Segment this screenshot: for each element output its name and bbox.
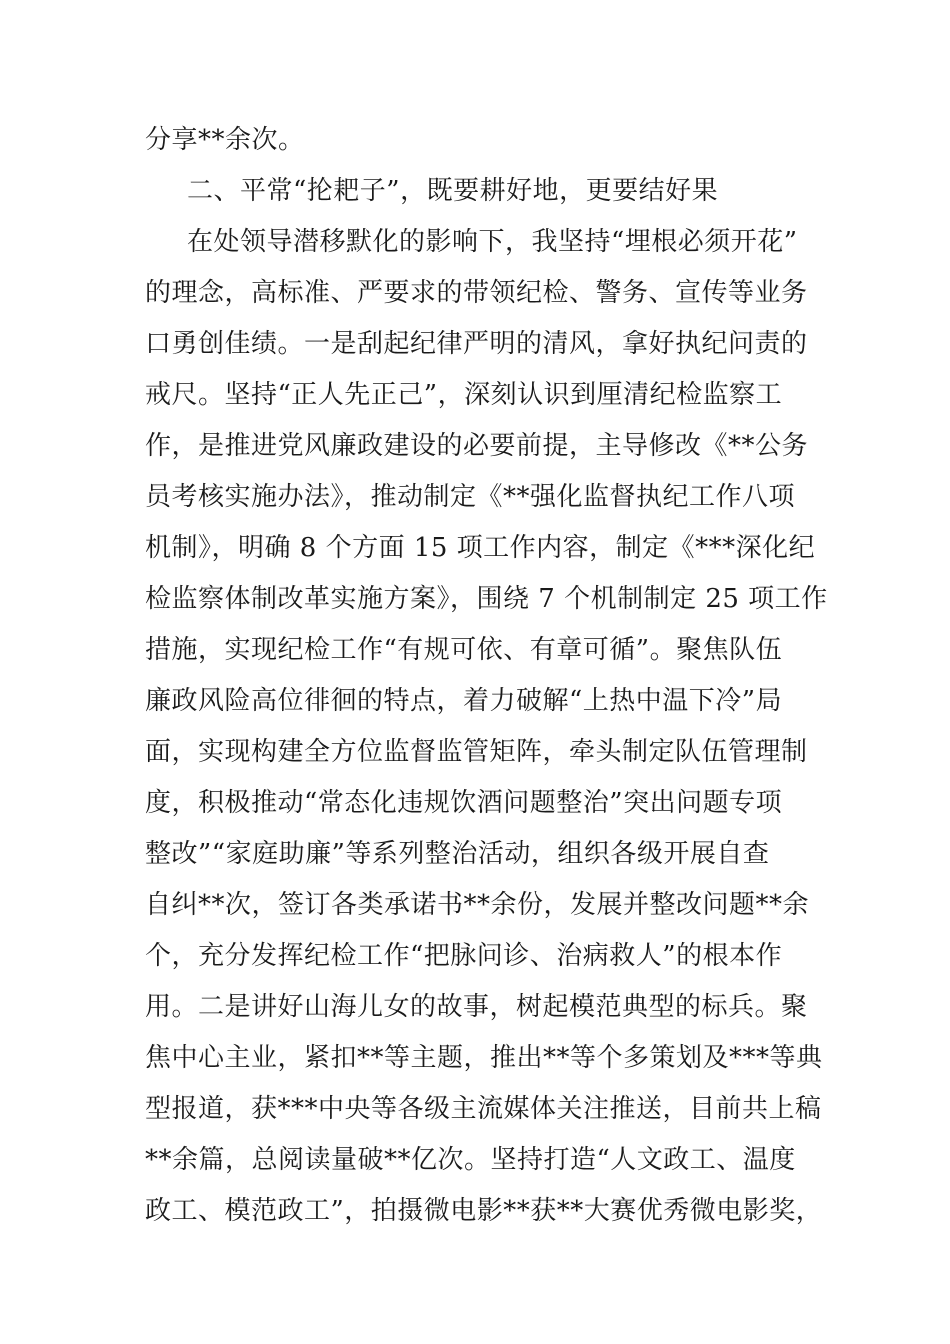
text-line: 分享**余次。	[145, 125, 305, 155]
text-line: 政工、模范政工”，拍摄微电影**获**大赛优秀微电影奖，	[145, 1196, 823, 1226]
text-line: 整改”“家庭助廉”等系列整治活动，组织各级开展自查	[145, 839, 770, 869]
text-line: **余篇，总阅读量破**亿次。坚持打造“人文政工、温度	[145, 1145, 796, 1175]
text-line: 口勇创佳绩。一是刮起纪律严明的清风，拿好执纪问责的	[145, 329, 808, 359]
text-line: 用。二是讲好山海儿女的故事，树起模范典型的标兵。聚	[145, 992, 808, 1022]
text-line: 自纠**次，签订各类承诺书**余份，发展并整改问题**余	[145, 890, 810, 920]
text-line: 廉政风险高位徘徊的特点，着力破解“上热中温下冷”局	[145, 686, 783, 716]
text-line: 检监察体制改革实施方案》，围绕 7 个机制制定 25 项工作	[145, 584, 828, 614]
text-line: 焦中心主业，紧扣**等主题，推出**等个多策划及***等典	[145, 1043, 823, 1073]
text-line: 在处领导潜移默化的影响下，我坚持“埋根必须开花”	[187, 227, 798, 257]
text-line: 员考核实施办法》，推动制定《**强化监督执纪工作八项	[145, 482, 796, 512]
text-line: 机制》，明确 8 个方面 15 项工作内容，制定《***深化纪	[145, 533, 816, 563]
text-line: 戒尺。坚持“正人先正己”，深刻认识到厘清纪检监察工	[145, 380, 783, 410]
section-heading: 二、平常“抡耙子”，既要耕好地，更要结好果	[187, 176, 719, 206]
text-line: 度，积极推动“常态化违规饮酒问题整治”突出问题专项	[145, 788, 783, 818]
text-line: 面，实现构建全方位监督监管矩阵，牵头制定队伍管理制	[145, 737, 808, 767]
text-line: 的理念，高标准、严要求的带领纪检、警务、宣传等业务	[145, 278, 808, 308]
text-line: 个，充分发挥纪检工作“把脉问诊、治病救人”的根本作	[145, 941, 783, 971]
text-line: 作，是推进党风廉政建设的必要前提，主导修改《**公务	[145, 431, 809, 461]
text-line: 型报道，获***中央等各级主流媒体关注推送，目前共上稿	[145, 1094, 822, 1124]
text-line: 措施，实现纪检工作“有规可依、有章可循”。聚焦队伍	[145, 635, 783, 665]
